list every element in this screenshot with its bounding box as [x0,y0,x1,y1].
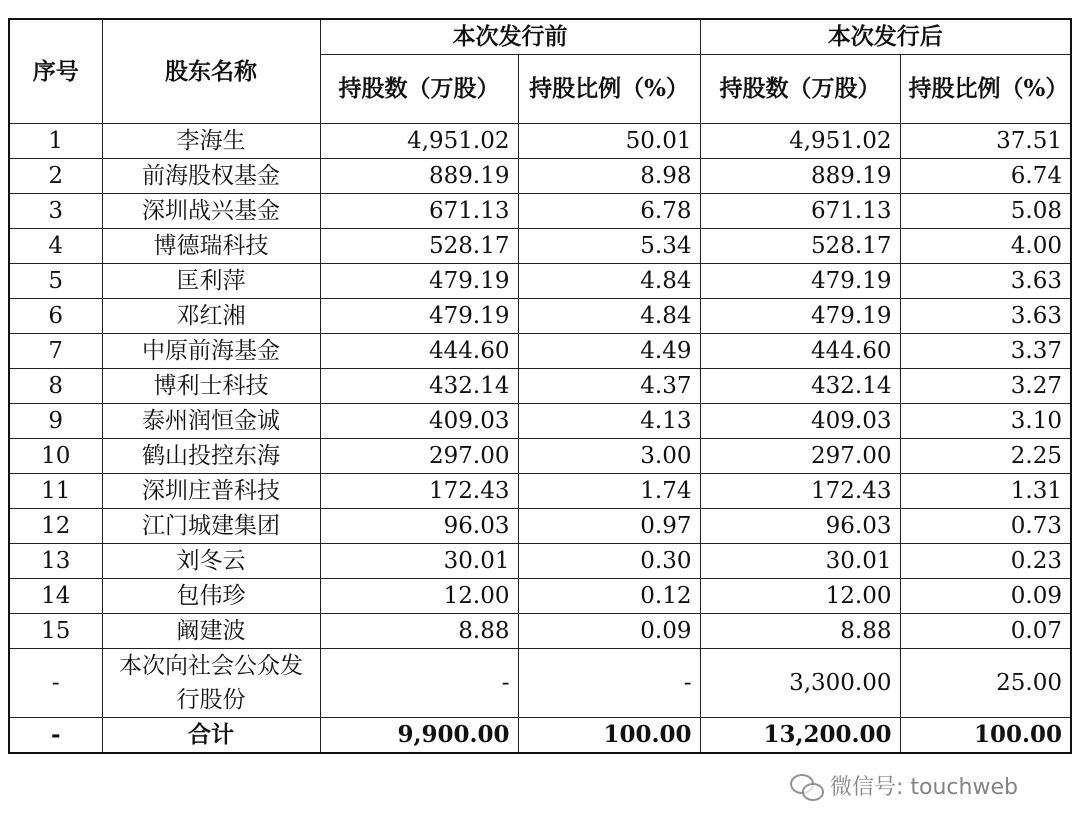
public-row-after-ratio: 25.00 [900,649,1071,718]
cell-after-shares: 297.00 [700,439,900,474]
table-body [9,124,1071,649]
cell-after-ratio: 4.00 [900,229,1071,264]
cell-before-ratio: 6.78 [518,194,700,229]
cell-after-shares: 12.00 [700,579,900,614]
cell-holder-name: 深圳战兴基金 [102,194,320,229]
cell-index: 15 [9,614,102,649]
total-row-after-ratio: 100.00 [900,718,1071,754]
table-row [9,544,1071,579]
cell-before-ratio: 0.12 [518,579,700,614]
cell-after-ratio: 0.09 [900,579,1071,614]
table-row [9,264,1071,299]
cell-index: 11 [9,474,102,509]
cell-after-shares: 671.13 [700,194,900,229]
cell-before-shares: 479.19 [320,299,518,334]
cell-index: 5 [9,264,102,299]
wechat-watermark [790,770,1018,801]
header-before-issuance: 本次发行前 [320,19,700,55]
cell-before-shares: 528.17 [320,229,518,264]
cell-after-shares: 479.19 [700,299,900,334]
cell-after-ratio: 37.51 [900,124,1071,159]
total-row-before-ratio: 100.00 [518,718,700,754]
table-row [9,474,1071,509]
cell-after-ratio: 0.23 [900,544,1071,579]
cell-after-ratio: 3.63 [900,264,1071,299]
cell-before-ratio: 50.01 [518,124,700,159]
cell-after-shares: 479.19 [700,264,900,299]
cell-before-shares: 671.13 [320,194,518,229]
cell-before-ratio: 5.34 [518,229,700,264]
shareholding-table [8,18,1072,754]
cell-index: 13 [9,544,102,579]
cell-after-shares: 30.01 [700,544,900,579]
table-row [9,334,1071,369]
cell-holder-name: 中原前海基金 [102,334,320,369]
cell-after-shares: 8.88 [700,614,900,649]
cell-holder-name: 鹤山投控东海 [102,439,320,474]
cell-index: 10 [9,439,102,474]
cell-after-ratio: 3.27 [900,369,1071,404]
cell-after-ratio: 3.37 [900,334,1071,369]
table-row [9,159,1071,194]
table-row [9,194,1071,229]
table-row [9,509,1071,544]
cell-after-shares: 528.17 [700,229,900,264]
public-offering-row [9,649,1071,718]
cell-after-ratio: 5.08 [900,194,1071,229]
cell-after-ratio: 0.07 [900,614,1071,649]
cell-before-shares: 479.19 [320,264,518,299]
cell-after-shares: 432.14 [700,369,900,404]
cell-before-shares: 409.03 [320,404,518,439]
cell-before-ratio: 4.37 [518,369,700,404]
cell-after-ratio: 2.25 [900,439,1071,474]
table-row [9,614,1071,649]
cell-holder-name: 刘冬云 [102,544,320,579]
total-row-after-shares: 13,200.00 [700,718,900,754]
cell-holder-name: 匡利萍 [102,264,320,299]
table-row [9,439,1071,474]
table-row [9,404,1071,439]
cell-index: 14 [9,579,102,614]
cell-holder-name: 包伟珍 [102,579,320,614]
cell-before-shares: 12.00 [320,579,518,614]
cell-index: 8 [9,369,102,404]
header-before-shares: 持股数（万股） [320,55,518,124]
header-index: 序号 [9,19,102,124]
total-row-before-shares: 9,900.00 [320,718,518,754]
cell-index: 7 [9,334,102,369]
cell-index: 9 [9,404,102,439]
cell-before-ratio: 8.98 [518,159,700,194]
cell-before-ratio: 4.84 [518,264,700,299]
cell-index: 1 [9,124,102,159]
shareholding-table-container [8,18,1070,754]
cell-before-shares: 297.00 [320,439,518,474]
cell-after-ratio: 1.31 [900,474,1071,509]
cell-holder-name: 江门城建集团 [102,509,320,544]
cell-after-ratio: 3.63 [900,299,1071,334]
table-row [9,369,1071,404]
cell-after-shares: 4,951.02 [700,124,900,159]
header-before-ratio: 持股比例（%） [518,55,700,124]
table-row [9,299,1071,334]
cell-holder-name: 博德瑞科技 [102,229,320,264]
cell-after-ratio: 3.10 [900,404,1071,439]
cell-before-ratio: 0.30 [518,544,700,579]
cell-after-shares: 96.03 [700,509,900,544]
cell-after-shares: 172.43 [700,474,900,509]
cell-holder-name: 阚建波 [102,614,320,649]
header-after-shares: 持股数（万股） [700,55,900,124]
cell-before-shares: 889.19 [320,159,518,194]
wechat-icon [790,772,824,800]
cell-before-shares: 8.88 [320,614,518,649]
cell-holder-name: 深圳庄普科技 [102,474,320,509]
cell-before-ratio: 3.00 [518,439,700,474]
total-row-index: - [9,718,102,754]
cell-after-shares: 409.03 [700,404,900,439]
cell-holder-name: 博利士科技 [102,369,320,404]
cell-before-ratio: 0.09 [518,614,700,649]
header-holder-name: 股东名称 [102,19,320,124]
cell-before-ratio: 0.97 [518,509,700,544]
cell-before-shares: 444.60 [320,334,518,369]
table-row [9,579,1071,614]
cell-before-ratio: 1.74 [518,474,700,509]
cell-before-shares: 432.14 [320,369,518,404]
cell-after-shares: 889.19 [700,159,900,194]
cell-after-ratio: 6.74 [900,159,1071,194]
total-row-name: 合计 [102,718,320,754]
watermark-text: 微信号: touchweb [830,775,1018,800]
public-row-before-shares: - [320,649,518,718]
public-row-after-shares: 3,300.00 [700,649,900,718]
cell-index: 12 [9,509,102,544]
cell-before-shares: 4,951.02 [320,124,518,159]
cell-index: 6 [9,299,102,334]
cell-before-shares: 30.01 [320,544,518,579]
cell-before-shares: 96.03 [320,509,518,544]
table-row [9,124,1071,159]
header-after-ratio: 持股比例（%） [900,55,1071,124]
cell-holder-name: 泰州润恒金诚 [102,404,320,439]
public-row-name: 本次向社会公众发行股份 [102,649,320,718]
cell-after-ratio: 0.73 [900,509,1071,544]
header-after-issuance: 本次发行后 [700,19,1071,55]
public-row-before-ratio: - [518,649,700,718]
cell-before-ratio: 4.13 [518,404,700,439]
cell-holder-name: 李海生 [102,124,320,159]
public-row-index: - [9,649,102,718]
table-row [9,229,1071,264]
cell-holder-name: 邓红湘 [102,299,320,334]
cell-index: 3 [9,194,102,229]
cell-before-shares: 172.43 [320,474,518,509]
cell-before-ratio: 4.84 [518,299,700,334]
cell-before-ratio: 4.49 [518,334,700,369]
total-row [9,718,1071,754]
cell-index: 2 [9,159,102,194]
cell-index: 4 [9,229,102,264]
cell-holder-name: 前海股权基金 [102,159,320,194]
cell-after-shares: 444.60 [700,334,900,369]
